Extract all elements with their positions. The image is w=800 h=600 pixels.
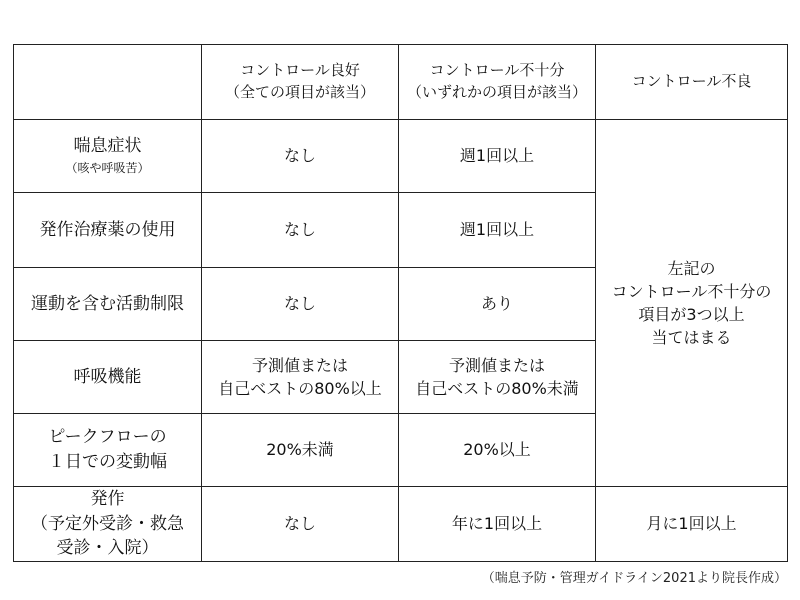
cell-insufficient: 週1回以上	[399, 193, 596, 268]
header-poor: コントロール不良	[596, 45, 788, 120]
cell-good: なし	[202, 268, 399, 341]
header-insufficient-line1: コントロール不十分	[429, 61, 565, 80]
row-label-lung-function: 呼吸機能	[14, 341, 202, 414]
cell-good: 20%未満	[202, 414, 399, 487]
header-good-line1: コントロール良好	[240, 61, 360, 80]
cell-good: なし	[202, 487, 399, 562]
poor-merged-line: コントロール不十分の	[611, 281, 772, 301]
row-label-sub: （咳や呼吸苦）	[65, 160, 150, 175]
cell-poor: 月に1回以上	[596, 487, 788, 562]
cell-poor-merged	[596, 120, 788, 487]
cell-good: なし	[202, 193, 399, 268]
cell-insufficient: あり	[399, 268, 596, 341]
header-empty-cell	[14, 45, 202, 120]
cell-insufficient: 週1回以上	[399, 120, 596, 193]
row-label-sub: 受診・入院）	[56, 538, 159, 559]
cell-insufficient	[399, 341, 596, 414]
header-insufficient	[399, 45, 596, 120]
poor-merged-line: 左記の	[667, 258, 716, 278]
cell-line: 自己ベストの80%以上	[218, 379, 382, 398]
header-good-line2: （全ての項目が該当）	[224, 83, 375, 101]
cell-good: なし	[202, 120, 399, 193]
source-citation: （喘息予防・管理ガイドライン2021より院長作成）	[481, 571, 787, 586]
row-label-text: 喘息症状	[73, 136, 142, 157]
cell-line: 自己ベストの80%未満	[415, 379, 579, 398]
table-row	[14, 487, 788, 562]
asthma-control-table	[13, 44, 788, 562]
poor-merged-line: 項目が3つ以上	[638, 305, 745, 324]
table-row	[14, 120, 788, 193]
cell-insufficient: 20%以上	[399, 414, 596, 487]
row-label-symptoms	[14, 120, 202, 193]
row-label-line: １日での変動幅	[48, 452, 167, 472]
cell-line: 予測値または	[251, 355, 348, 375]
row-label-peak-flow	[14, 414, 202, 487]
header-row	[14, 45, 788, 120]
poor-merged-line: 当てはまる	[651, 328, 732, 348]
row-label-text: 発作	[90, 489, 125, 510]
row-label-activity: 運動を含む活動制限	[14, 268, 202, 341]
row-label-sub: （予定外受診・救急	[31, 513, 184, 534]
cell-insufficient: 年に1回以上	[399, 487, 596, 562]
cell-line: 予測値または	[448, 355, 545, 375]
header-insufficient-line2: （いずれかの項目が該当）	[406, 83, 587, 101]
row-label-attack	[14, 487, 202, 562]
row-label-line: ピークフローの	[48, 427, 167, 448]
header-good	[202, 45, 399, 120]
cell-good	[202, 341, 399, 414]
row-label-reliever: 発作治療薬の使用	[14, 193, 202, 268]
